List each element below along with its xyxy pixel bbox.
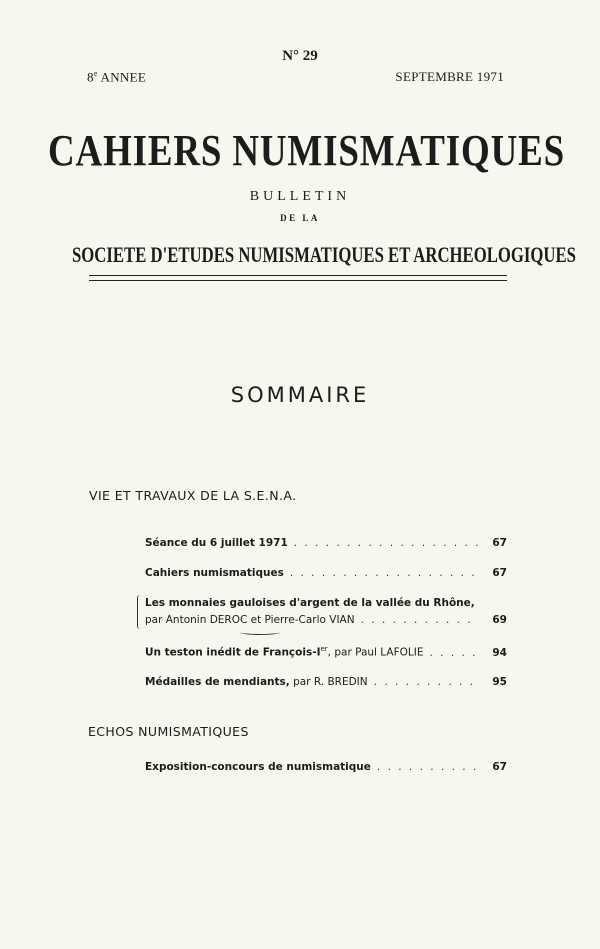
page-number: 67 <box>492 761 507 773</box>
entry-title: Cahiers numismatiques <box>145 567 284 579</box>
section-title: ECHOS NUMISMATIQUES <box>88 724 249 739</box>
summary-heading: SOMMAIRE <box>230 383 370 407</box>
toc-entry <box>145 645 507 659</box>
toc-entry <box>145 676 507 688</box>
de-la-label: DE LA <box>280 213 320 223</box>
entry-author: par Antonin DEROC et Pierre-Carlo VIAN <box>145 614 355 626</box>
year-number: 8 <box>87 69 94 85</box>
volume-year <box>87 69 146 85</box>
entry-title: Un teston inédit de François-Ier, par Paul LAFOLIE <box>145 645 424 659</box>
year-label: ANNEE <box>100 69 147 85</box>
journal-title: CAHIERS NUMISMATIQUES <box>48 126 566 175</box>
divider-rule <box>89 275 507 276</box>
leader-dots <box>429 647 479 659</box>
entry-title: Médailles de mendiants, par R. BREDIN <box>145 676 368 688</box>
section-title: VIE ET TRAVAUX DE LA S.E.N.A. <box>89 488 297 503</box>
toc-entry <box>145 597 507 609</box>
toc-entry <box>145 761 507 773</box>
handwritten-bracket <box>137 595 142 629</box>
entry-title: Exposition-concours de numismatique <box>145 761 371 773</box>
leader-dots <box>377 761 479 773</box>
handwritten-underline <box>240 630 280 635</box>
entry-title: Séance du 6 juillet 1971 <box>145 537 288 549</box>
leader-dots <box>374 676 479 688</box>
entry-title: Les monnaies gauloises d'argent de la vallée du Rhône, <box>145 597 475 609</box>
society-name: SOCIETE D'ETUDES NUMISMATIQUES ET ARCHEOLOGIQUES <box>72 242 576 267</box>
page-number: 95 <box>492 676 507 688</box>
page-number: 67 <box>492 537 507 549</box>
issue-date: SEPTEMBRE 1971 <box>395 69 504 84</box>
bulletin-label: BULLETIN <box>249 189 351 204</box>
page-number: 67 <box>492 567 507 579</box>
toc-entry <box>145 537 507 549</box>
leader-dots <box>290 567 479 579</box>
divider-rule <box>89 280 507 281</box>
toc-entry <box>145 567 507 579</box>
issue-number: N° 29 <box>282 48 318 64</box>
page-number: 94 <box>492 646 507 659</box>
year-ordinal: e <box>93 69 98 78</box>
page-number: 69 <box>492 614 507 626</box>
toc-entry-author <box>145 614 507 626</box>
leader-dots <box>361 614 479 626</box>
leader-dots <box>294 537 479 549</box>
